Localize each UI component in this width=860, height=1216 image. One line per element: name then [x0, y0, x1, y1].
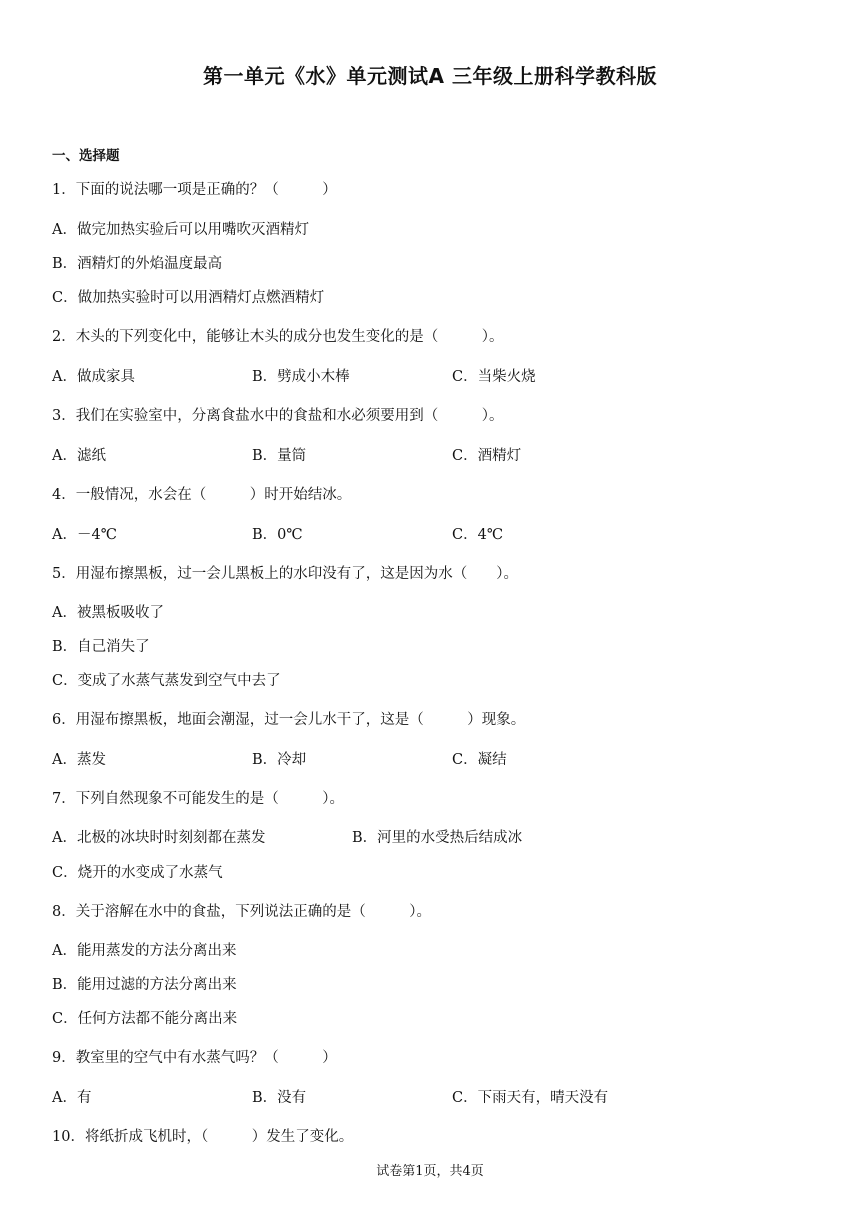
question-4-option-c: C．4℃: [452, 527, 504, 543]
question-1-option-b: B．酒精灯的外焰温度最高: [52, 256, 223, 272]
question-4-option-a: A．－4℃: [52, 527, 117, 543]
question-8-option-c: C．任何方法都不能分离出来: [52, 1011, 238, 1027]
question-3-stem: 3．我们在实验室中，分离食盐水中的食盐和水必须要用到（ ）。: [52, 408, 504, 424]
question-4-stem: 4．一般情况，水会在（ ）时开始结冰。: [52, 487, 352, 503]
question-2-option-a: A．做成家具: [52, 369, 135, 385]
question-6-stem: 6．用湿布擦黑板，地面会潮湿，过一会儿水干了，这是（ ）现象。: [52, 712, 526, 728]
question-9-option-b: B．没有: [252, 1090, 307, 1106]
question-6-option-b: B．冷却: [252, 752, 307, 768]
question-3-option-c: C．酒精灯: [452, 448, 522, 464]
question-7-stem: 7．下列自然现象不可能发生的是（ ）。: [52, 791, 344, 807]
section-heading: 一、选择题: [52, 148, 120, 164]
page-footer: 试卷第1页，共4页: [376, 1164, 484, 1179]
question-5-option-a: A．被黑板吸收了: [52, 605, 164, 621]
question-7-option-b: B．河里的水受热后结成冰: [352, 830, 523, 846]
question-2-option-c: C．当柴火烧: [452, 369, 536, 385]
question-3-option-b: B．量筒: [252, 448, 307, 464]
question-7-option-c: C．烧开的水变成了水蒸气: [52, 865, 223, 881]
page-title: 第一单元《水》单元测试A 三年级上册科学教科版: [203, 64, 657, 88]
question-8-option-a: A．能用蒸发的方法分离出来: [52, 943, 237, 959]
question-8-stem: 8．关于溶解在水中的食盐，下列说法正确的是（ ）。: [52, 904, 431, 920]
question-1-option-c: C．做加热实验时可以用酒精灯点燃酒精灯: [52, 290, 325, 306]
question-9-option-c: C．下雨天有，晴天没有: [452, 1090, 609, 1106]
question-6-option-a: A．蒸发: [52, 752, 106, 768]
question-1-option-a: A．做完加热实验后可以用嘴吹灭酒精灯: [52, 222, 309, 238]
question-5-option-b: B．自己消失了: [52, 639, 150, 655]
question-9-stem: 9．教室里的空气中有水蒸气吗？（ ）: [52, 1050, 337, 1066]
question-2-stem: 2．木头的下列变化中，能够让木头的成分也发生变化的是（ ）。: [52, 329, 504, 345]
question-4-option-b: B．0℃: [252, 527, 303, 543]
question-5-stem: 5．用湿布擦黑板，过一会儿黑板上的水印没有了，这是因为水（ ）。: [52, 566, 518, 582]
question-10-stem: 10．将纸折成飞机时，（ ）发生了变化。: [52, 1129, 354, 1145]
question-1-stem: 1．下面的说法哪一项是正确的？（ ）: [52, 182, 337, 198]
question-3-option-a: A．滤纸: [52, 448, 106, 464]
question-9-option-a: A．有: [52, 1090, 92, 1106]
question-6-option-c: C．凝结: [452, 752, 507, 768]
question-8-option-b: B．能用过滤的方法分离出来: [52, 977, 237, 993]
question-2-option-b: B．劈成小木棒: [252, 369, 350, 385]
question-5-option-c: C．变成了水蒸气蒸发到空气中去了: [52, 673, 281, 689]
question-7-option-a: A．北极的冰块时时刻刻都在蒸发: [52, 830, 266, 846]
